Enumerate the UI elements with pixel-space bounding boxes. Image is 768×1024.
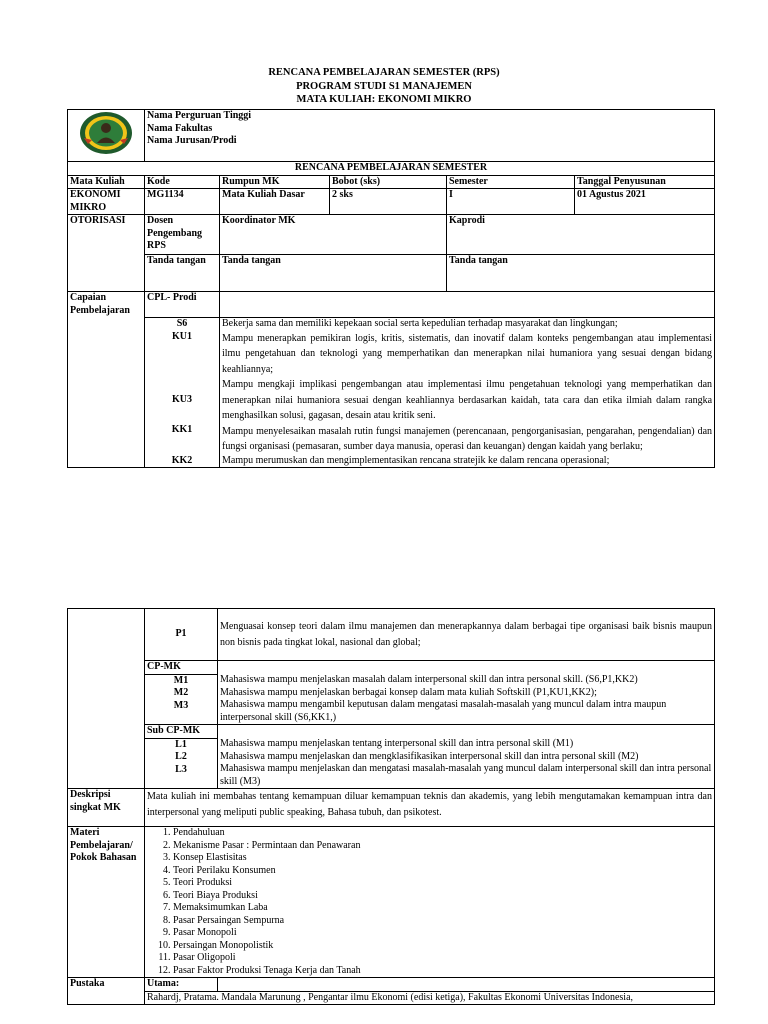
deskripsi-label: Deskripsi singkat MK <box>68 789 145 827</box>
utama-empty <box>218 978 715 992</box>
cpl-code: KK1 <box>145 424 220 455</box>
cpl-text: Mampu menerapkan pemikiran logis, kritis, sistematis, dan inovatif dalam konteks pengembangan atau implementasi ilmu pengetahuan dan teknologi yang memperhatikan dan menerapkan nilai humaniora yang sesuai dengan bidang keahliannya; <box>220 331 715 378</box>
list-item: 10. Persaingan Monopolistik <box>173 940 712 953</box>
subcpmk-label: Sub CP-MK <box>145 725 217 739</box>
cpmk-code: M3 <box>173 699 189 711</box>
rps-table-page2 <box>67 608 715 1005</box>
value-kode: MG1134 <box>145 189 220 215</box>
institution-info <box>145 110 715 162</box>
list-item: 7. Memaksimumkan Laba <box>173 902 712 915</box>
cpmk-text: Mahasiswa mampu menjelaskan masalah dalam interpersonal skill dan intra personal skill. (S6,P1,KK2) <box>220 674 638 685</box>
koordinator-mk: Koordinator MK <box>220 215 447 255</box>
cpmk-texts <box>218 661 715 725</box>
cpmk-text: Mahasiswa mampu mengambil keputusan dalam mengatasi masalah-masalah yang muncul dalam intra maupun interpersonal skill (S6,KK1,) <box>220 699 667 723</box>
otorisasi-label: OTORISASI <box>68 215 145 292</box>
deskripsi-text: Mata kuliah ini membahas tentang kemampuan diluar kemampuan teknis dan akademis, yang lebih mengutamakan kemampuan intra dan interpersonal yang meliputi public speaking, Bahasa tubuh, dan psikotest. <box>145 789 715 827</box>
perguruan-tinggi: Nama Perguruan Tinggi <box>147 110 252 121</box>
value-bobot: 2 sks <box>330 189 447 215</box>
value-rumpun: Mata Kuliah Dasar <box>220 189 330 215</box>
cpl-prodi-empty <box>220 292 715 318</box>
capaian-label: Capaian Pembelajaran <box>68 292 145 468</box>
cpl-text: Mampu mengkaji implikasi pengembangan atau implementasi ilmu pengetahuan teknologi yang memperhatikan dan menerapkan nilai humaniora sesuai dengan keahliannya berdasarkan kaidah, tata cara dan etika ilmiah dalam rangka menghasilkan solusi, gagasan, desain atau kritik seni. <box>220 377 715 424</box>
cpl-code: KK2 <box>145 455 220 468</box>
cpl-code: KU3 <box>145 377 220 424</box>
list-item: 11. Pasar Oligopoli <box>173 952 712 965</box>
materi-list <box>147 827 712 977</box>
subcpmk-text: Mahasiswa mampu menjelaskan dan mengklasifikasikan interpersonal skill dan intra personal skill (M2) <box>220 750 639 762</box>
list-item: 9. Pasar Monopoli <box>173 927 712 940</box>
pustaka-text: Rahardj, Pratama. Mandala Marunung , Pengantar ilmu Ekonomi (edisi ketiga), Fakultas Ekonomi Universitas Indonesia, <box>145 991 715 1005</box>
list-item: 8. Pasar Persaingan Sempurna <box>173 915 712 928</box>
rps-title: RENCANA PEMBELAJARAN SEMESTER <box>68 162 715 176</box>
header-title: RENCANA PEMBELAJARAN SEMESTER (RPS) <box>268 67 500 78</box>
subcpmk-code: L2 <box>175 751 187 762</box>
cpmk-label: CP-MK <box>145 661 217 675</box>
cpl-text: Mampu menyelesaikan masalah rutin fungsi manajemen (perencanaan, pengorganisasian, pengarahan, pengendalian) dan fungsi organisasi (pemasaran, sumber daya manusia, operasi dan keuangan) dengan kaidah yang berlaku; <box>220 424 715 455</box>
logo-cell <box>68 110 145 162</box>
subcpmk-text: Mahasiswa mampu menjelaskan tentang interpersonal skill dan intra personal skill (M1) <box>220 738 574 749</box>
value-mata-kuliah: EKONOMI MIKRO <box>68 189 145 215</box>
header-rumpun: Rumpun MK <box>220 175 330 189</box>
subcpmk-texts <box>218 725 715 789</box>
cpl-text: Bekerja sama dan memiliki kepekaan social serta kepedulian terhadap masyarakat dan lingkungan; <box>220 318 715 331</box>
header-mata-kuliah: Mata Kuliah <box>68 175 145 189</box>
dosen-pengembang: Dosen Pengembang RPS <box>145 215 220 255</box>
subcpmk-code: L1 <box>175 738 187 750</box>
materi-label: Materi Pembelajaran/ Pokok Bahasan <box>68 827 145 978</box>
capaian-continued <box>68 609 145 789</box>
tanda-tangan-koordinator: Tanda tangan <box>220 255 447 292</box>
list-item: 2. Mekanisme Pasar : Permintaan dan Penawaran <box>173 840 712 853</box>
header-tanggal: Tanggal Penyusunan <box>575 175 715 189</box>
list-item: 6. Teori Biaya Produksi <box>173 890 712 903</box>
utama-label: Utama: <box>145 978 218 992</box>
list-item: 5. Teori Produksi <box>173 877 712 890</box>
tanda-tangan-dosen: Tanda tangan <box>145 255 220 292</box>
value-tanggal: 01 Agustus 2021 <box>575 189 715 215</box>
cpmk-code: M2 <box>173 687 189 698</box>
cpmk-block <box>145 661 218 725</box>
list-item: 4. Teori Perilaku Konsumen <box>173 865 712 878</box>
materi-list-cell <box>145 827 715 978</box>
header-kode: Kode <box>145 175 220 189</box>
rps-table-page1 <box>67 109 715 468</box>
header-semester: Semester <box>447 175 575 189</box>
list-item: 3. Konsep Elastisitas <box>173 852 712 865</box>
header-course: MATA KULIAH: EKONOMI MIKRO <box>296 94 472 106</box>
cpl-text: Menguasai konsep teori dalam ilmu manajemen dan menerapkannya dalam berbagai tipe organisasi baik bisnis maupun non bisnis pada tingkat lokal, nasional dan global; <box>218 609 715 661</box>
list-item: 12. Pasar Faktor Produksi Tenaga Kerja dan Tanah <box>173 965 712 978</box>
cpl-code: KU1 <box>145 331 220 378</box>
cpmk-text: Mahasiswa mampu menjelaskan berbagai konsep dalam mata kuliah Softskill (P1,KU1,KK2); <box>220 686 597 698</box>
subcpmk-code: L3 <box>175 763 187 775</box>
value-semester: I <box>447 189 575 215</box>
cpmk-code: M1 <box>173 674 189 686</box>
university-logo-icon <box>78 110 134 156</box>
header-bobot: Bobot (sks) <box>330 175 447 189</box>
document-header <box>0 66 768 107</box>
cpl-prodi-label: CPL- Prodi <box>145 292 220 318</box>
pustaka-label: Pustaka <box>68 978 145 1005</box>
jurusan: Nama Jurusan/Prodi <box>147 135 237 146</box>
kaprodi: Kaprodi <box>447 215 715 255</box>
subcpmk-text: Mahasiswa mampu menjelaskan dan mengatasi masalah-masalah yang muncul dalam interpersonal skill dan intra personal skill (M3) <box>220 763 712 787</box>
fakultas: Nama Fakultas <box>147 122 213 134</box>
cpl-text: Mampu merumuskan dan mengimplementasikan rencana stratejik ke dalam rencana operasional; <box>220 455 715 468</box>
tanda-tangan-kaprodi: Tanda tangan <box>447 255 715 292</box>
cpl-code: S6 <box>145 318 220 331</box>
header-program: PROGRAM STUDI S1 MANAJEMEN <box>296 80 472 92</box>
list-item: 1. Pendahuluan <box>173 827 712 840</box>
subcpmk-block <box>145 725 218 789</box>
cpl-code: P1 <box>145 609 218 661</box>
